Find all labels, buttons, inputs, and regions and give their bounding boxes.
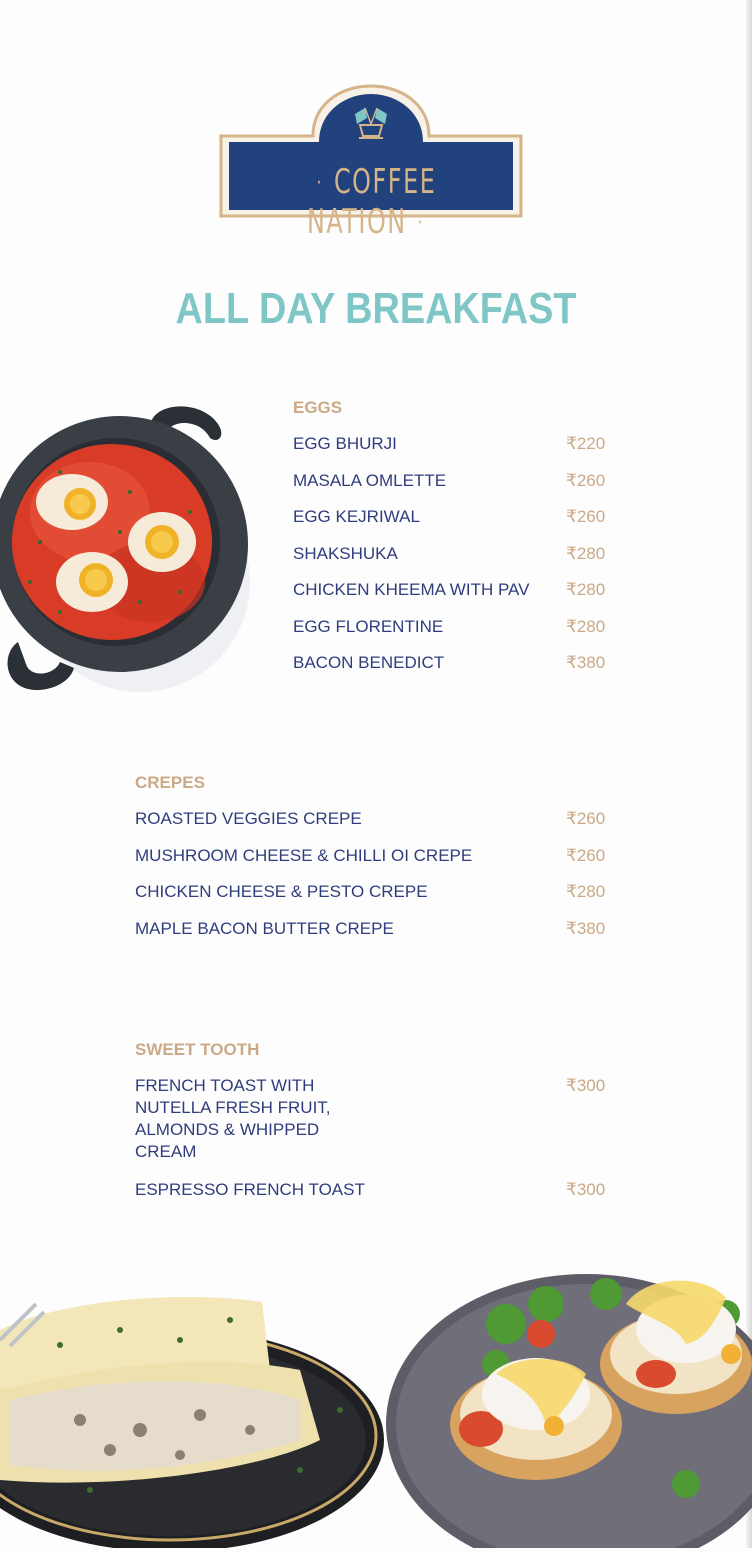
menu-item-name: EGG FLORENTINE [293, 617, 444, 636]
menu-item-name-line: ALMONDS & WHIPPED [135, 1120, 320, 1139]
eggs-benedict-plate-photo [386, 1274, 752, 1548]
shakshuka-pan-illustration [0, 392, 250, 702]
section-title-sweet-tooth: SWEET TOOTH [135, 1040, 260, 1059]
brand-name-text: COFFEE NATION [307, 162, 437, 242]
menu-item-price: ₹300 [566, 1076, 606, 1095]
menu-item-price: ₹380 [566, 919, 606, 938]
menu-item-name: CHICKEN KHEEMA WITH PAV [293, 580, 530, 599]
crepe-plate-photo [0, 1290, 390, 1548]
menu-item-price: ₹280 [566, 882, 606, 901]
menu-item-price: ₹380 [566, 653, 606, 672]
menu-item-name: BACON BENEDICT [293, 653, 445, 672]
logo-dot-left: · [316, 171, 324, 196]
section-title-eggs: EGGS [293, 398, 343, 417]
menu-item-name-line: FRENCH TOAST WITH [135, 1076, 315, 1095]
menu-item-name: EGG BHURJI [293, 434, 397, 453]
egg-3 [56, 552, 128, 612]
menu-item-name-line: CREAM [135, 1142, 197, 1161]
brand-name [251, 162, 491, 242]
egg-2 [128, 512, 196, 572]
logo-dot-right: · [417, 211, 425, 236]
section-title-crepes: CREPES [135, 773, 205, 792]
menu-item-price: ₹280 [566, 617, 606, 636]
menu-item-name: SHAKSHUKA [293, 544, 398, 563]
brand-logo [217, 84, 525, 242]
menu-item-name-line: NUTELLA FRESH FRUIT, [135, 1098, 331, 1117]
menu-item-name: MAPLE BACON BUTTER CREPE [135, 919, 394, 938]
menu-item-name: ESPRESSO FRENCH TOAST [135, 1180, 365, 1199]
egg-1 [36, 474, 108, 530]
menu-item-name: MUSHROOM CHEESE & CHILLI OI CREPE [135, 846, 473, 865]
menu-item-price: ₹280 [566, 580, 606, 599]
menu-item-name-multiline [135, 1075, 331, 1163]
menu-item-price: ₹280 [566, 544, 606, 563]
menu-item-price: ₹300 [566, 1180, 606, 1199]
page-title: ALL DAY BREAKFAST [175, 284, 577, 333]
menu-item-name: MASALA OMLETTE [293, 471, 447, 490]
menu-item-price: ₹260 [566, 471, 606, 490]
menu-item-price: ₹260 [566, 809, 606, 828]
menu-item-price: ₹220 [566, 434, 606, 453]
menu-item-name: ROASTED VEGGIES CREPE [135, 809, 362, 828]
menu-item-name: CHICKEN CHEESE & PESTO CREPE [135, 882, 428, 901]
menu-item-name: EGG KEJRIWAL [293, 507, 420, 526]
menu-item-price: ₹260 [566, 846, 606, 865]
menu-item-price: ₹260 [566, 507, 606, 526]
